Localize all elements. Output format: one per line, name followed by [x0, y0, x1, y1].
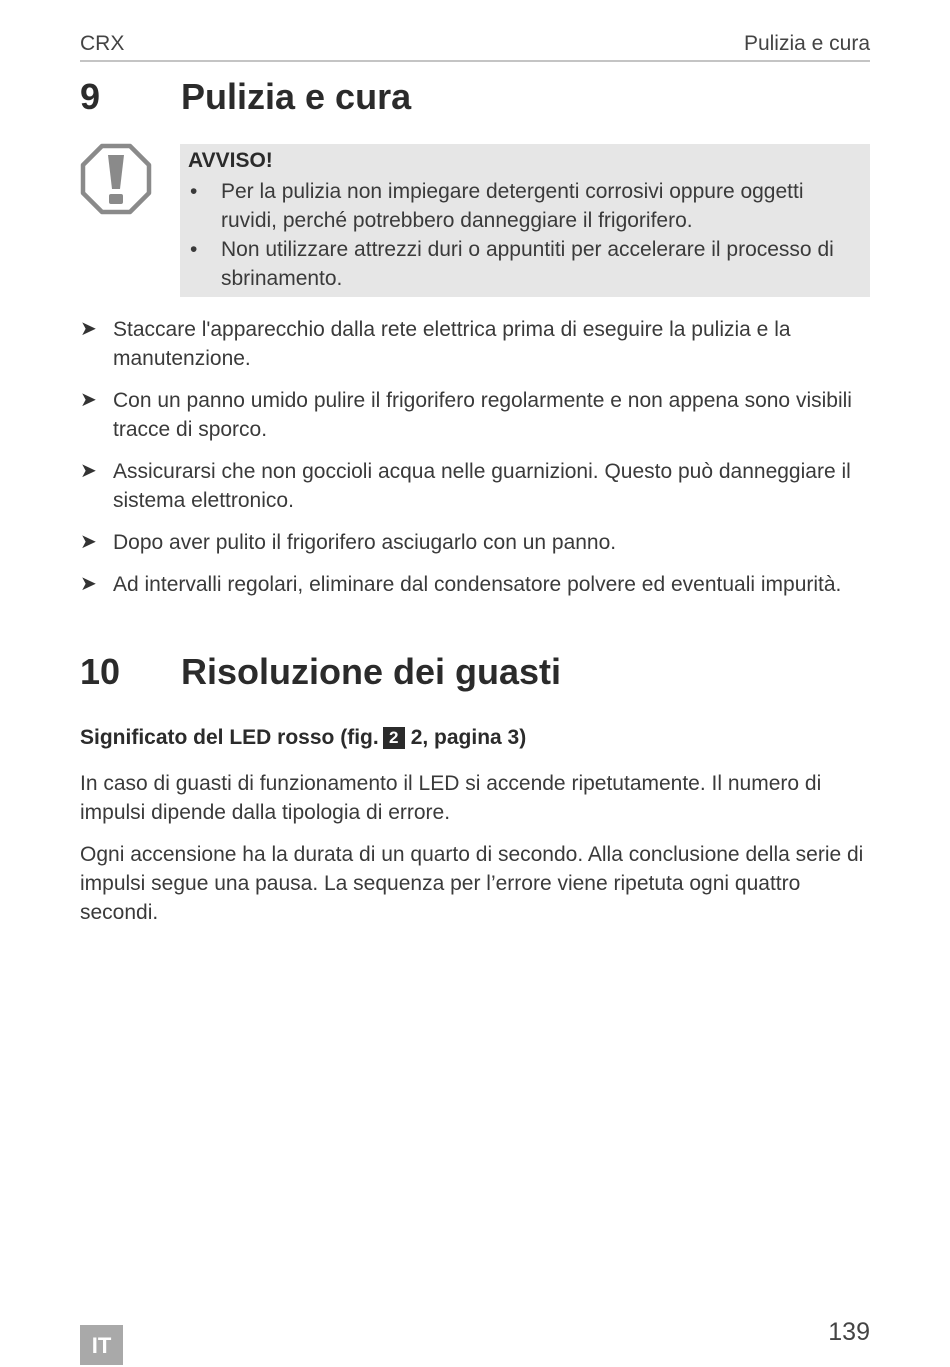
- header-product: CRX: [80, 32, 125, 55]
- arrow-icon: ➤: [80, 531, 97, 553]
- step-item: ➤ Staccare l'apparecchio dalla rete elettrica prima di eseguire la pulizia e la manutenzione.: [80, 315, 875, 373]
- language-tab: IT: [80, 1325, 123, 1365]
- page-header: [80, 30, 870, 62]
- step-item: ➤ Ad intervalli regolari, eliminare dal condensatore polvere ed eventuali impurità.: [80, 570, 875, 599]
- notice-box: [180, 144, 870, 297]
- paragraph: Ogni accensione ha la durata di un quarto di secondo. Alla conclusione della serie di impulsi segue una pausa. La sequenza per l’errore viene ripetuta ogni quattro secondi.: [80, 843, 864, 924]
- figure-number-badge: 2: [383, 727, 405, 749]
- notice-list: [180, 177, 860, 293]
- notice-label: AVVISO!: [188, 149, 273, 172]
- header-chapter: Pulizia e cura: [743, 32, 870, 55]
- arrow-icon: ➤: [80, 318, 97, 340]
- arrow-icon: ➤: [80, 460, 97, 482]
- page-number: 139: [828, 1318, 870, 1346]
- step-item: ➤ Assicurarsi che non goccioli acqua nelle guarnizioni. Questo può danneggiare il sistema elettronico.: [80, 457, 875, 515]
- arrow-icon: ➤: [80, 573, 97, 595]
- bullet-icon: •: [190, 238, 198, 261]
- exclamation-octagon-icon: [80, 143, 152, 215]
- notice-item: • Per la pulizia non impiegare detergenti corrosivi oppure oggetti ruvidi, perché potrebbero danneggiare il frigorifero.: [180, 177, 860, 235]
- section-10-title: Risoluzione dei guasti: [181, 651, 562, 692]
- cleaning-steps: [80, 315, 875, 612]
- step-item: ➤ Con un panno umido pulire il frigorifero regolarmente e non appena sono visibili tracce di sporco.: [80, 386, 875, 444]
- bullet-icon: •: [190, 180, 198, 203]
- arrow-icon: ➤: [80, 389, 97, 411]
- section-9-number: 9: [80, 76, 101, 117]
- led-subheading: Significato del LED rosso (fig. 2 2, pagina 3): [80, 726, 527, 749]
- paragraph: In caso di guasti di funzionamento il LED si accende ripetutamente. Il numero di impulsi dipende dalla tipologia di errore.: [80, 772, 822, 824]
- step-item: ➤ Dopo aver pulito il frigorifero asciugarlo con un panno.: [80, 528, 875, 557]
- section-9-title: Pulizia e cura: [181, 76, 412, 117]
- notice-item: • Non utilizzare attrezzi duri o appuntiti per accelerare il processo di sbrinamento.: [180, 235, 860, 293]
- section-10-number: 10: [80, 651, 121, 692]
